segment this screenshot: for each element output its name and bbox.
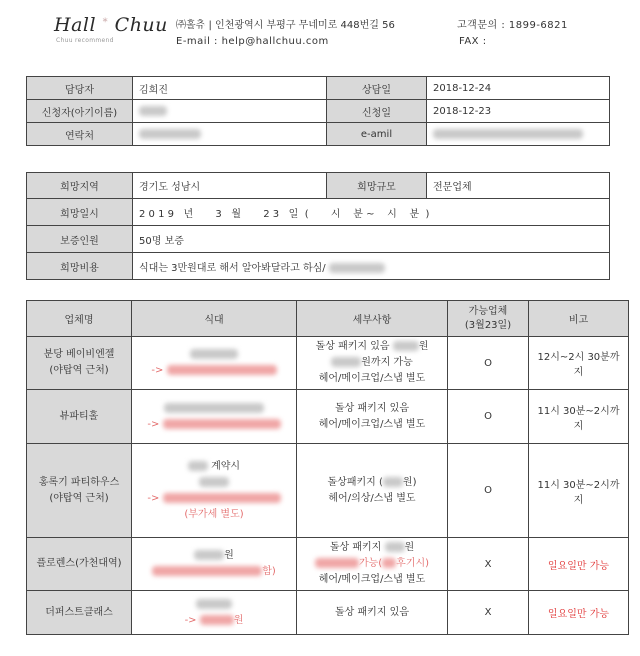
details-text: 원 <box>404 542 415 553</box>
redacted-block <box>199 477 229 487</box>
details-line <box>301 355 443 371</box>
scale-value: 전문업체 <box>427 173 610 199</box>
arrow-glyph: -> <box>151 365 164 376</box>
consult-date-value: 2018-12-24 <box>427 77 610 100</box>
redacted-block <box>188 461 208 471</box>
meal-cell-redacted <box>132 337 297 390</box>
table-row <box>27 538 629 591</box>
redacted-block <box>139 106 167 116</box>
details-text: 후기시) <box>396 558 430 569</box>
redacted-line <box>136 417 292 433</box>
arrow-glyph: -> <box>147 418 160 430</box>
meal-cell-redacted <box>132 591 297 635</box>
company-address: ㈜홀츄 | 인천광역시 부평구 무네미로 448번길 56 <box>176 20 395 31</box>
details-line <box>301 540 443 556</box>
redacted-line <box>136 548 292 564</box>
remark-cell: 일요일만 가능 <box>529 591 629 635</box>
logo-wordmark: Hall * Chuu <box>54 14 168 36</box>
company-fax: FAX : <box>459 36 487 47</box>
applicant-info-table <box>26 76 610 146</box>
hallchuu-logo <box>54 14 168 50</box>
details-line: 헤어/의상/스냅 별도 <box>328 492 416 504</box>
guests-value: 50명 보증 <box>133 226 610 253</box>
region-label: 희망지역 <box>27 173 133 199</box>
vendor-name: 뷰파티홀 <box>27 390 132 444</box>
cost-label: 희망비용 <box>27 253 133 280</box>
redacted-line <box>136 363 292 379</box>
meal-cell-redacted <box>132 444 297 538</box>
redacted-block <box>164 403 264 413</box>
redacted-line <box>136 459 292 475</box>
details-line <box>301 339 443 355</box>
redacted-line <box>136 491 292 507</box>
event-request-table <box>26 172 610 280</box>
contact-label: 연락처 <box>27 123 133 146</box>
apply-date-value: 2018-12-23 <box>427 100 610 123</box>
vendor-name <box>27 444 132 538</box>
redacted-block <box>315 558 359 568</box>
details-text: 돌상 패키지 <box>329 542 382 553</box>
vendor-location: (야탑역 근처) <box>49 365 109 376</box>
table-row <box>27 390 629 444</box>
details-line: 헤어/메이크업/스냅 별도 <box>318 373 426 384</box>
table-row <box>27 100 610 123</box>
meal-text: 함) <box>262 566 276 577</box>
meal-cell-redacted <box>132 390 297 444</box>
datetime-value: 2 0 1 9 년 3 월 2 3 일 ( 시 분 ~ 시 분 ) <box>133 199 610 226</box>
table-row <box>27 199 610 226</box>
meal-text: 원 <box>233 614 244 626</box>
table-row <box>27 77 610 100</box>
meal-text: 원 <box>224 550 234 561</box>
remark-cell: 일요일만 가능 <box>529 538 629 591</box>
company-phone: 고객문의 : 1899-6821 <box>457 20 568 31</box>
redacted-block <box>393 341 419 351</box>
vendor-name: 플로렌스(가천대역) <box>27 538 132 591</box>
redacted-line <box>136 401 292 417</box>
redacted-line <box>136 564 292 580</box>
redacted-block <box>190 349 238 359</box>
details-text: 가능( <box>358 558 383 569</box>
details-text: 원까지 가능 <box>361 357 413 368</box>
scale-label: 희망규모 <box>327 173 427 199</box>
table-header-row <box>27 301 629 337</box>
remark-cell: 12시~2시 30분까지 <box>529 337 629 390</box>
details-line <box>301 475 443 491</box>
applicant-value-redacted <box>133 100 327 123</box>
redacted-block <box>139 129 201 139</box>
details-line: 돌상 패키지 있음 <box>335 402 409 414</box>
vendor-name <box>27 337 132 390</box>
redacted-block <box>331 357 361 367</box>
avail-mark: X <box>448 538 529 591</box>
email-value-redacted <box>427 123 610 146</box>
details-line: 헤어/메이크업/스냅 별도 <box>318 574 426 585</box>
avail-mark: O <box>448 390 529 444</box>
remark-cell: 11시 30분~2시까지 <box>529 444 629 538</box>
cost-text: 식대는 3만원대로 해서 알아봐달라고 하심/ <box>139 262 326 274</box>
email-label: e-amil <box>327 123 427 146</box>
redacted-block <box>385 542 405 552</box>
redacted-block <box>152 566 262 576</box>
table-row <box>27 591 629 635</box>
document-header <box>0 0 640 62</box>
meal-text: 계약시 <box>211 460 241 472</box>
redacted-block <box>382 558 396 568</box>
meal-text: (부가세 별도) <box>184 508 244 520</box>
redacted-line <box>136 613 292 629</box>
logo-tagline: Chuu recommend <box>56 37 114 44</box>
redacted-line <box>136 347 292 363</box>
details-cell: 돌상 패키지 있음 <box>297 591 448 635</box>
avail-mark: O <box>448 337 529 390</box>
table-row <box>27 444 629 538</box>
details-text: 돌상패키지 ( <box>327 476 383 488</box>
details-cell <box>297 337 448 390</box>
manager-label: 담당자 <box>27 77 133 100</box>
datetime-label: 희망일시 <box>27 199 133 226</box>
arrow-glyph: -> <box>184 614 197 626</box>
redacted-line <box>136 597 292 613</box>
vendor-location: (야탑역 근처) <box>49 492 109 504</box>
details-cell <box>297 390 448 444</box>
remark-cell: 11시 30분~2시까지 <box>529 390 629 444</box>
apply-date-label: 신청일 <box>327 100 427 123</box>
table-row <box>27 226 610 253</box>
details-text: 원) <box>402 476 417 488</box>
col-header-avail <box>448 301 529 337</box>
redacted-block <box>329 263 385 273</box>
redacted-block <box>194 550 224 560</box>
avail-mark: X <box>448 591 529 635</box>
redacted-block <box>200 615 234 625</box>
meal-cell-redacted <box>132 538 297 591</box>
vendor-name-line: 홍록기 파티하우스 <box>38 476 120 488</box>
avail-mark: O <box>448 444 529 538</box>
details-line: 헤어/메이크업/스냅 별도 <box>318 418 426 430</box>
consult-date-label: 상담일 <box>327 77 427 100</box>
col-header-details: 세부사항 <box>297 301 448 337</box>
details-text: 돌상 패키지 있음 <box>315 341 390 352</box>
arrow-glyph: -> <box>147 492 160 504</box>
details-cell <box>297 444 448 538</box>
table-row <box>27 253 610 280</box>
col-header-remark: 비고 <box>529 301 629 337</box>
col-header-name: 업체명 <box>27 301 132 337</box>
table-row <box>27 123 610 146</box>
redacted-block <box>167 365 277 375</box>
redacted-block <box>163 493 281 503</box>
vendor-name-line: 분당 베이비엔젤 <box>43 349 115 360</box>
details-text: 원 <box>418 341 429 352</box>
manager-value: 김희진 <box>133 77 327 100</box>
applicant-label: 신청자(아기이름) <box>27 100 133 123</box>
details-line <box>301 556 443 572</box>
contact-value-redacted <box>133 123 327 146</box>
details-cell <box>297 538 448 591</box>
avail-header-line1: 가능업체 <box>468 305 508 317</box>
redacted-block <box>433 129 583 139</box>
redacted-block <box>383 477 403 487</box>
cost-value <box>133 253 610 280</box>
vendor-comparison-table <box>26 300 629 635</box>
company-email: E-mail : help@hallchuu.com <box>176 36 329 47</box>
redacted-line <box>136 475 292 491</box>
avail-header-line2: (3월23일) <box>464 319 512 331</box>
table-row <box>27 173 610 199</box>
guests-label: 보증인원 <box>27 226 133 253</box>
region-value: 경기도 성남시 <box>133 173 327 199</box>
redacted-block <box>163 419 281 429</box>
vendor-name: 더퍼스트클래스 <box>27 591 132 635</box>
col-header-meal: 식대 <box>132 301 297 337</box>
table-row <box>27 337 629 390</box>
redacted-block <box>196 599 232 609</box>
